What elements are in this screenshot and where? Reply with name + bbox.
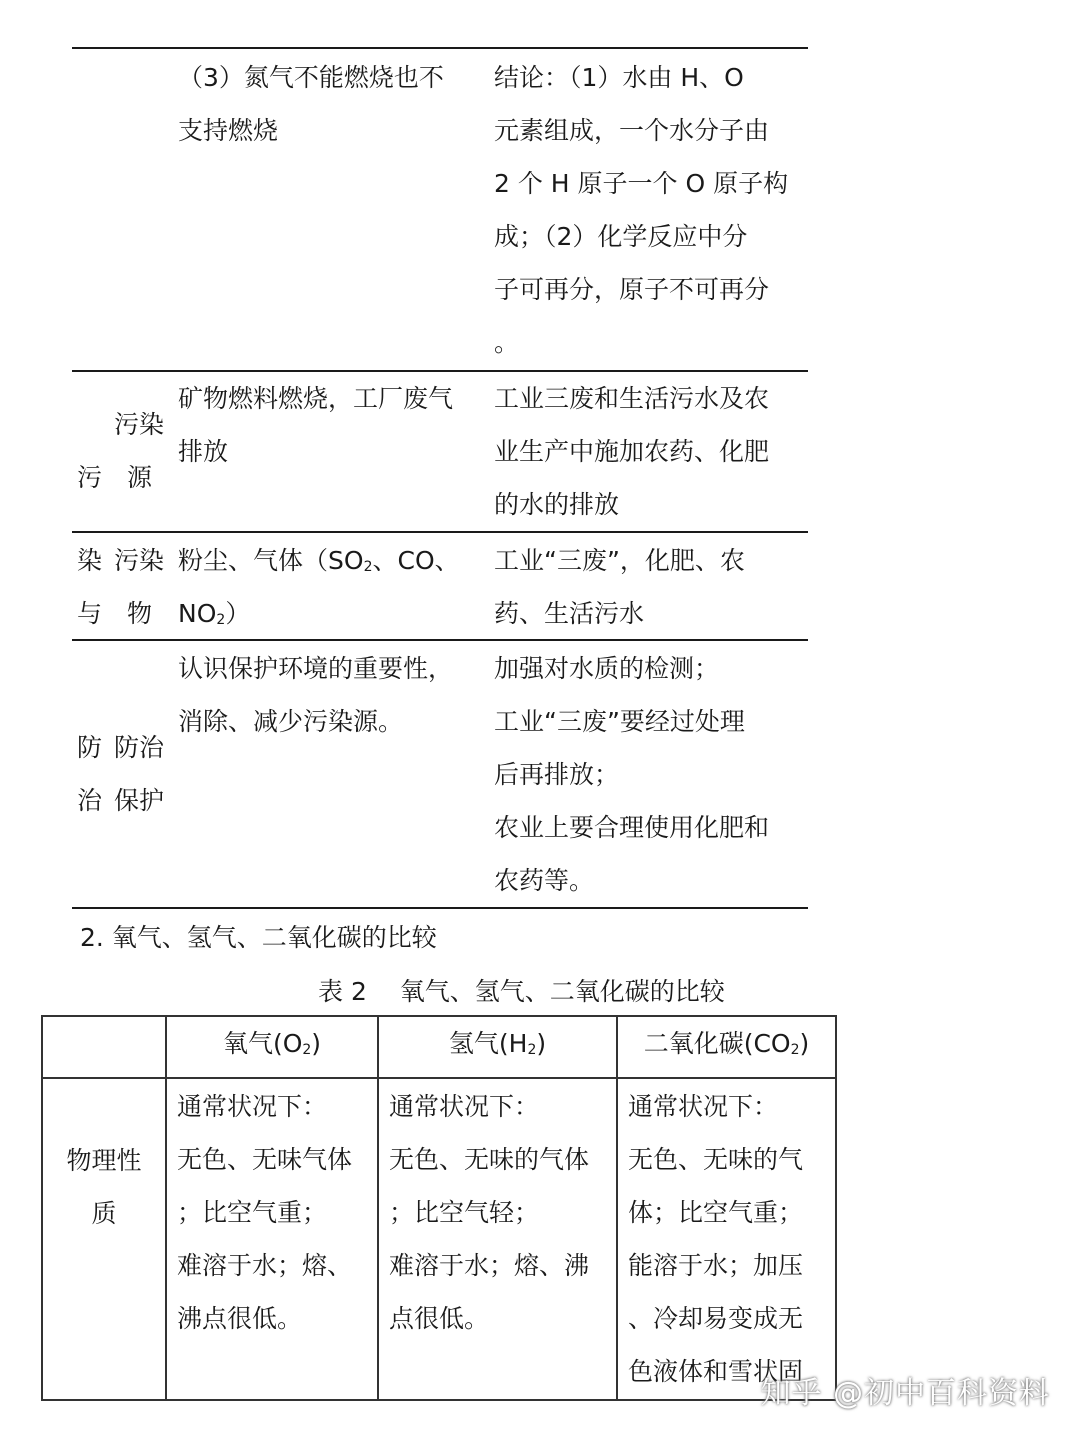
group-label-char: 治 (77, 786, 103, 815)
watermark: 知乎 @初中百科资料 (760, 1376, 1050, 1411)
table1-rule-top (72, 47, 808, 49)
group-label-char: 与 (77, 599, 103, 628)
row-substance-col2: 粉尘、气体（$SO_2$、CO、 $NO_2$） (178, 546, 460, 628)
header-cell-empty (42, 1016, 166, 1078)
row-top-col2: （3）氮气不能燃烧也不 支持燃烧 (178, 63, 444, 145)
section-heading: 2. 氧气、氢气、二氧化碳的比较 (80, 923, 437, 952)
cell-oxygen: 通常状况下： 无色、无味气体 ；比空气重； 难溶于水；熔、 沸点很低。 (166, 1078, 378, 1400)
header-oxygen: 氧气$(O_2)$ (166, 1016, 378, 1078)
cell-hydrogen: 通常状况下： 无色、无味的气体 ；比空气轻； 难溶于水；熔、沸 点很低。 (378, 1078, 617, 1400)
comparison-table (41, 1015, 837, 1401)
row-label-physical-properties: 物理性 质 (42, 1078, 166, 1400)
group-label-char: 染 (77, 546, 103, 575)
table-row (42, 1078, 836, 1400)
table-caption: 表 2 氧气、氢气、二氧化碳的比较 (318, 977, 725, 1006)
row-top-col3: 结论：（1）水由 H、O 元素组成，一个水分子由 2 个 H 原子一个 O 原子构 成；（2）化学反应中分 子可再分，原子不可再分 。 (494, 63, 789, 357)
group-label-char: 防 (77, 733, 103, 762)
row-source-label: 污染 源 (114, 410, 165, 492)
row-source-col3: 工业三废和生活污水及农 业生产中施加农药、化肥 的水的排放 (494, 384, 770, 519)
header-hydrogen: 氢气$(H_2)$ (378, 1016, 617, 1078)
row-prevention-col2: 认识保护环境的重要性， 消除、减少污染源。 (178, 654, 454, 736)
group-label-char: 污 (77, 463, 103, 492)
table-header-row (42, 1016, 836, 1078)
header-co2: 二氧化碳$(CO_2)$ (617, 1016, 836, 1078)
row-prevention-label: 防治 保护 (114, 733, 165, 815)
cell-co2: 通常状况下： 无色、无味的气 体；比空气重； 能溶于水；加压 、冷却易变成无 色液体和雪状固 (617, 1078, 836, 1400)
table1-rule-bottom (72, 907, 808, 909)
row-prevention-col3: 加强对水质的检测； 工业“三废”要经过处理 后再排放； 农业上要合理使用化肥和 农药等。 (494, 654, 770, 895)
row-substance-label: 污染 物 (114, 546, 165, 628)
row-source-col2: 矿物燃料燃烧，工厂废气 排放 (178, 384, 454, 466)
row-substance-col3: 工业“三废”，化肥、农 药、生活污水 (494, 546, 745, 628)
table1-rule-3 (72, 531, 808, 533)
